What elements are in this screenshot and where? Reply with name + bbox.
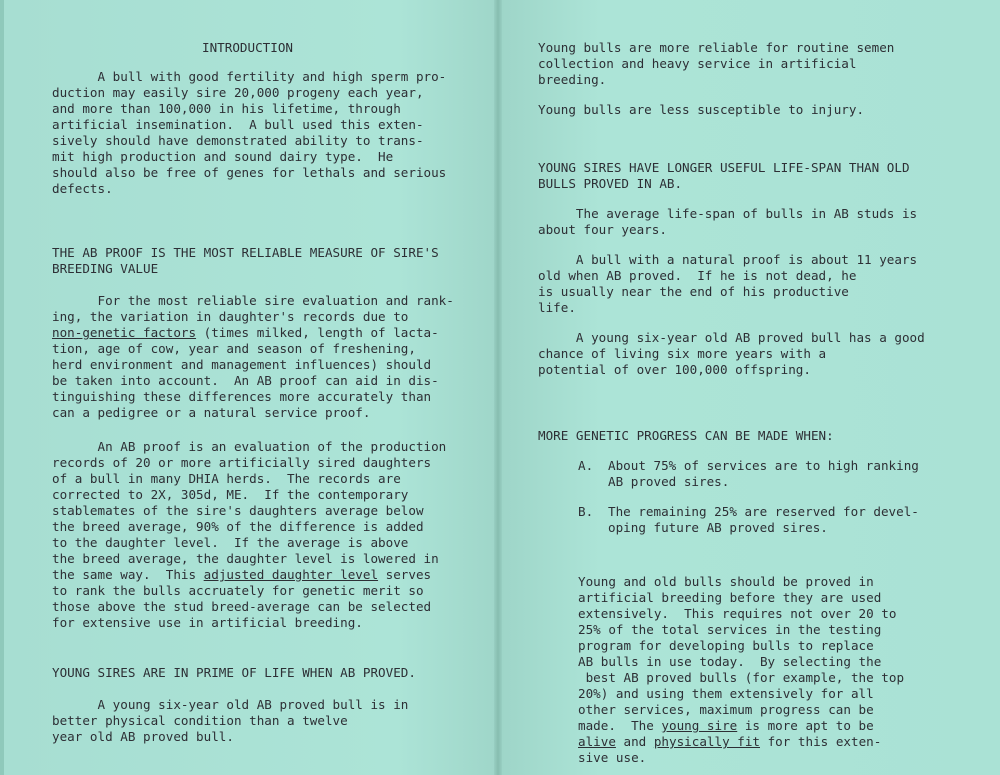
text-line: tinguishing these differences more accurately than <box>52 389 432 404</box>
proof-paragraph-2 <box>52 439 452 631</box>
text-line: sively should have demonstrated ability to trans- <box>52 133 424 148</box>
left-column <box>52 40 452 745</box>
lifespan-paragraph-3 <box>538 330 943 378</box>
text-run: for this exten- <box>760 734 882 749</box>
text-line: About 75% of services are to high ranking <box>608 458 919 473</box>
text-line: artificial insemination. A bull used this exten- <box>52 117 424 132</box>
underlined-term: alive <box>578 734 616 749</box>
text-line: program for developing bulls to replace <box>578 638 874 653</box>
text-line: to the daughter level. If the average is above <box>52 535 409 550</box>
text-line <box>578 718 943 734</box>
text-line: be taken into account. An AB proof can aid in dis- <box>52 373 439 388</box>
list-item <box>578 504 943 536</box>
heading-line: BREEDING VALUE <box>52 261 159 276</box>
proof-heading <box>52 245 452 277</box>
text-line: corrected to 2X, 305d, ME. If the contemporary <box>52 487 409 502</box>
text-line: tion, age of cow, year and season of freshening, <box>52 341 416 356</box>
lifespan-paragraph-2 <box>538 252 943 316</box>
list-text <box>608 504 919 536</box>
underlined-term: young sire <box>661 718 738 733</box>
text-line: and more than 100,000 in his lifetime, through <box>52 101 401 116</box>
text-line: A bull with a natural proof is about 11 years <box>538 252 918 267</box>
closing-paragraph <box>538 574 943 766</box>
intro-heading: INTRODUCTION <box>202 40 293 55</box>
text-line: those above the stud breed-average can be selected <box>52 599 432 614</box>
text-line: old when AB proved. If he is not dead, he <box>538 268 857 283</box>
text-line: A young six-year old AB proved bull is in <box>52 697 409 712</box>
reliability-paragraph <box>538 40 943 88</box>
text-line: AB proved sires. <box>608 474 730 489</box>
text-run: is more apt to be <box>737 718 874 733</box>
prime-heading: YOUNG SIRES ARE IN PRIME OF LIFE WHEN AB PROVED. <box>52 665 416 680</box>
text-line: chance of living six more years with a <box>538 346 827 361</box>
prime-paragraph <box>52 697 452 745</box>
text-line: herd environment and management influences) should <box>52 357 432 372</box>
text-line: mit high production and sound dairy type. He <box>52 149 394 164</box>
text-line: oping future AB proved sires. <box>608 520 828 535</box>
text-line: A young six-year old AB proved bull has a good <box>538 330 925 345</box>
progress-heading: MORE GENETIC PROGRESS CAN BE MADE WHEN: <box>538 428 834 443</box>
text-line: potential of over 100,000 offspring. <box>538 362 811 377</box>
text-line: the breed average, 90% of the difference is added <box>52 519 424 534</box>
text-run: (times milked, length of lacta- <box>196 325 439 340</box>
text-line: the breed average, the daughter level is lowered in <box>52 551 439 566</box>
text-line: collection and heavy service in artificial <box>538 56 857 71</box>
lifespan-heading <box>538 160 943 192</box>
text-line: should also be free of genes for lethals and serious <box>52 165 447 180</box>
lifespan-paragraph-1 <box>538 206 943 238</box>
list-text <box>608 458 919 490</box>
injury-line: Young bulls are less susceptible to injury. <box>538 102 865 117</box>
text-line: extensively. This requires not over 20 to <box>578 606 897 621</box>
text-line: Young bulls are more reliable for routine semen <box>538 40 895 55</box>
heading-line: BULLS PROVED IN AB. <box>538 176 683 191</box>
text-line: stablemates of the sire's daughters average below <box>52 503 424 518</box>
text-line: sive use. <box>578 750 647 765</box>
text-run: made. The <box>578 718 662 733</box>
text-line: artificial breeding before they are used <box>578 590 882 605</box>
underlined-term: physically fit <box>653 734 760 749</box>
text-line: of a bull in many DHIA herds. The records are <box>52 471 401 486</box>
text-line: best AB proved bulls (for example, the top <box>578 670 905 685</box>
center-fold <box>494 0 502 775</box>
text-run: serves <box>378 567 432 582</box>
text-run: the same way. This <box>52 567 204 582</box>
text-line: other services, maximum progress can be <box>578 702 874 717</box>
text-line: The average life-span of bulls in AB studs is <box>538 206 918 221</box>
list-letter: A. <box>578 458 594 473</box>
text-line: AB bulls in use today. By selecting the <box>578 654 882 669</box>
text-line: The remaining 25% are reserved for devel- <box>608 504 919 519</box>
text-line: to rank the bulls accruately for genetic merit so <box>52 583 424 598</box>
text-line: better physical condition than a twelve <box>52 713 348 728</box>
text-line: life. <box>538 300 576 315</box>
underlined-term: adjusted daughter level <box>203 567 379 582</box>
text-run: and <box>615 734 654 749</box>
text-line: breeding. <box>538 72 607 87</box>
text-line: records of 20 or more artificially sired daughters <box>52 455 432 470</box>
progress-list <box>538 458 943 536</box>
text-line <box>52 325 452 341</box>
text-line: For the most reliable sire evaluation and rank- <box>52 293 454 308</box>
text-line: for extensive use in artificial breeding. <box>52 615 363 630</box>
text-line <box>578 734 943 750</box>
underlined-term: non-genetic factors <box>52 325 197 340</box>
text-line: 25% of the total services in the testing <box>578 622 882 637</box>
text-line: about four years. <box>538 222 667 237</box>
list-letter: B. <box>578 504 594 519</box>
text-line: 20%) and using them extensively for all <box>578 686 874 701</box>
text-line: year old AB proved bull. <box>52 729 234 744</box>
text-line: duction may easily sire 20,000 progeny each year, <box>52 85 424 100</box>
text-line: defects. <box>52 181 113 196</box>
heading-line: THE AB PROOF IS THE MOST RELIABLE MEASURE OF SIRE'S <box>52 245 439 260</box>
intro-paragraph <box>52 69 452 197</box>
list-item <box>578 458 943 490</box>
text-line: A bull with good fertility and high sperm pro- <box>52 69 447 84</box>
text-line: Young and old bulls should be proved in <box>578 574 874 589</box>
text-line: is usually near the end of his productive <box>538 284 849 299</box>
text-line: can a pedigree or a natural service proof. <box>52 405 371 420</box>
right-column <box>538 40 943 766</box>
proof-paragraph-1 <box>52 293 452 421</box>
text-line: An AB proof is an evaluation of the production <box>52 439 447 454</box>
heading-line: YOUNG SIRES HAVE LONGER USEFUL LIFE-SPAN THAN OLD <box>538 160 910 175</box>
text-line: ing, the variation in daughter's records due to <box>52 309 409 324</box>
text-line <box>52 567 452 583</box>
